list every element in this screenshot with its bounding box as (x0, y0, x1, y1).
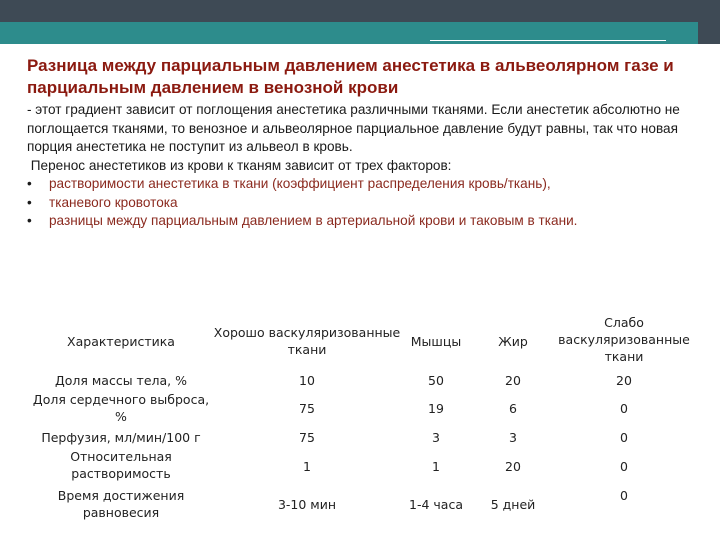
table-header-poorly-perfused: Слабо васкуляризованные ткани (558, 315, 690, 364)
decorative-line-short (430, 46, 580, 47)
list-item-text: растворимости анестетика в ткани (коэффициент распределения кровь/ткань), (49, 176, 551, 191)
table-row-label: Доля массы тела, % (54, 373, 188, 388)
table-cell: 10 (299, 373, 315, 388)
slide-title: Разница между парциальным давлением анестетика в альвеолярном газе и парциальным давлением в венозной крови (27, 56, 674, 97)
table-cell: 1-4 часа (409, 497, 463, 512)
table-cell: 20 (616, 373, 632, 388)
table-cell: 20 (505, 373, 521, 388)
table-cell: 1 (303, 459, 311, 474)
table-cell: 3-10 мин (277, 497, 337, 512)
table-header-characteristic: Характеристика (67, 334, 175, 349)
table-cell: 50 (428, 373, 444, 388)
table-header-well-perfused: Хорошо васкуляризованные ткани (213, 325, 401, 357)
table-cell: 75 (299, 430, 315, 445)
list-item-text: тканевого кровотока (49, 194, 178, 210)
table-cell: 0 (620, 430, 628, 445)
factor-list (27, 175, 697, 231)
table-row-label: Время достижения равновесия (57, 488, 185, 520)
slide-header-bar (0, 0, 720, 44)
paragraph-transfer: Перенос анестетиков из крови к тканям зависит от трех факторов: (27, 157, 452, 173)
decorative-line (430, 40, 666, 41)
table-cell: 0 (620, 401, 628, 416)
slide-body (27, 101, 697, 231)
table-cell: 1 (432, 459, 440, 474)
table-cell: 5 дней (490, 497, 536, 512)
table-header-fat: Жир (498, 334, 528, 349)
table-cell: 0 (620, 488, 628, 503)
list-item (27, 212, 697, 231)
bullet-icon: • (27, 213, 32, 228)
list-item (27, 194, 697, 213)
table-cell: 3 (509, 430, 517, 445)
paragraph-gradient: - этот градиент зависит от поглощения анестетика различными тканями. Если анестетик абсолютно не поглощается тканями, то венозное и альвеолярное парциальное давление будут равны, так что новая порция анестетика не поступит из альвеол в кровь. (27, 102, 680, 154)
table-row-label: Относительная растворимость (70, 449, 172, 481)
table-cell: 0 (620, 459, 628, 474)
table-header-muscle: Мышцы (410, 334, 462, 349)
table-row-label: Перфузия, мл/мин/100 г (41, 430, 201, 445)
list-item (27, 175, 697, 194)
bullet-icon: • (27, 194, 32, 210)
table-row-label: Доля сердечного выброса, % (32, 392, 210, 424)
table-cell: 19 (428, 401, 444, 416)
table-cell: 20 (505, 459, 521, 474)
table-cell: 6 (509, 401, 517, 416)
table-cell: 3 (432, 430, 440, 445)
bullet-icon: • (27, 176, 32, 191)
table-cell: 75 (299, 401, 315, 416)
list-item-text: разницы между парциальным давлением в артериальной крови и таковым в ткани. (49, 213, 578, 228)
